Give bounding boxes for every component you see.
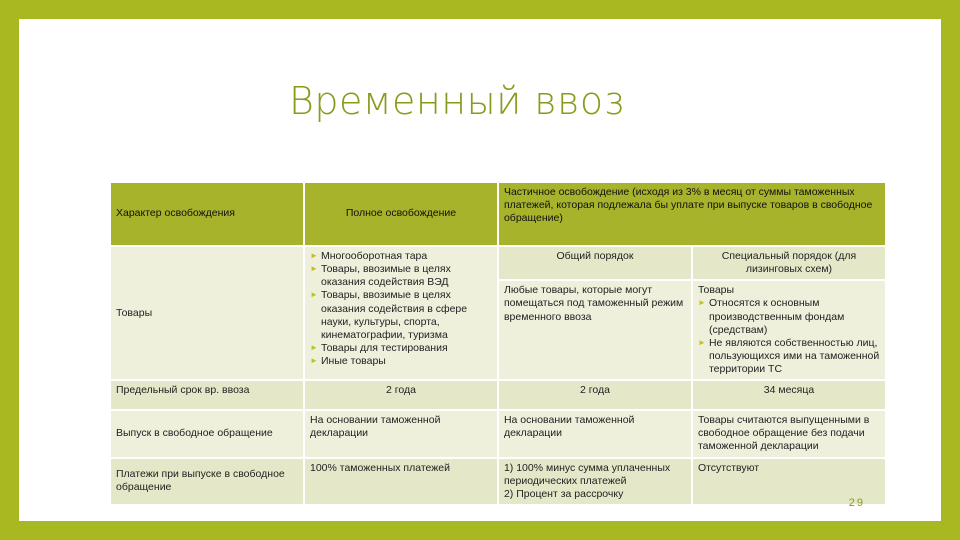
term-special: 34 месяца — [693, 381, 885, 409]
special-goods-list — [698, 297, 880, 376]
header-row — [111, 183, 885, 245]
payments-general-1: 1) 100% минус сумма уплаченных периодических платежей — [503, 461, 671, 487]
slide — [19, 19, 941, 521]
general-goods-cell: Любые товары, которые могут помещаться под таможенный режим временного ввоза — [499, 281, 691, 379]
release-general: На основании таможенной декларации — [499, 411, 691, 456]
special-goods-intro: Товары — [697, 284, 735, 297]
row-term-label: Предельный срок вр. ввоза — [111, 381, 303, 409]
payments-full: 100% таможенных платежей — [305, 459, 497, 504]
list-item: ► Товары для тестирования — [321, 342, 492, 355]
sub-special-header: Специальный порядок (для лизинговых схем) — [693, 247, 885, 279]
comparison-table — [109, 181, 887, 506]
term-full: 2 года — [305, 381, 497, 409]
row-payments-label: Платежи при выпуске в свободное обращение — [111, 459, 303, 504]
col1-header: Характер освобождения — [111, 183, 303, 245]
full-goods-list — [310, 250, 492, 368]
payments-general-cell — [499, 459, 691, 504]
list-item: ► Товары, ввозимые в целях оказания содействия ВЭД — [321, 263, 492, 289]
row-goods-label: Товары — [111, 247, 303, 379]
list-item: ► Иные товары — [321, 355, 492, 368]
list-item: ► Товары, ввозимые в целях оказания содействия в сфере науки, культуры, спорта, кинематографии, туризма — [321, 289, 492, 342]
payments-special: Отсутствуют — [693, 459, 885, 504]
sub-general-header: Общий порядок — [499, 247, 691, 279]
slide-title: Временный ввоз — [289, 79, 625, 123]
full-goods-cell — [305, 247, 497, 379]
col2-header: Полное освобождение — [305, 183, 497, 245]
list-item: ► Относятся к основным производственным фондам (средствам) — [709, 297, 880, 336]
col34-header: Частичное освобождение (исходя из 3% в месяц от суммы таможенных платежей, которая подлежала бы уплате при выпуске товаров в свободное обращение) — [499, 183, 885, 245]
page-number: 29 — [848, 497, 865, 509]
term-row — [111, 381, 885, 409]
list-item: ► Многооборотная тара — [321, 250, 492, 263]
row-release-label: Выпуск в свободное обращение — [111, 411, 303, 456]
list-item: ► Не являются собственностью лиц, пользующихся ими на таможенной территории ТС — [709, 337, 880, 376]
term-general: 2 года — [499, 381, 691, 409]
goods-row-top — [111, 247, 885, 279]
release-special: Товары считаются выпущенными в свободное обращение без подачи таможенной декларации — [693, 411, 885, 456]
release-full: На основании таможенной декларации — [305, 411, 497, 456]
payments-row — [111, 459, 885, 504]
payments-general-2: 2) Процент за рассрочку — [503, 487, 624, 500]
special-goods-cell — [693, 281, 885, 379]
release-row — [111, 411, 885, 456]
